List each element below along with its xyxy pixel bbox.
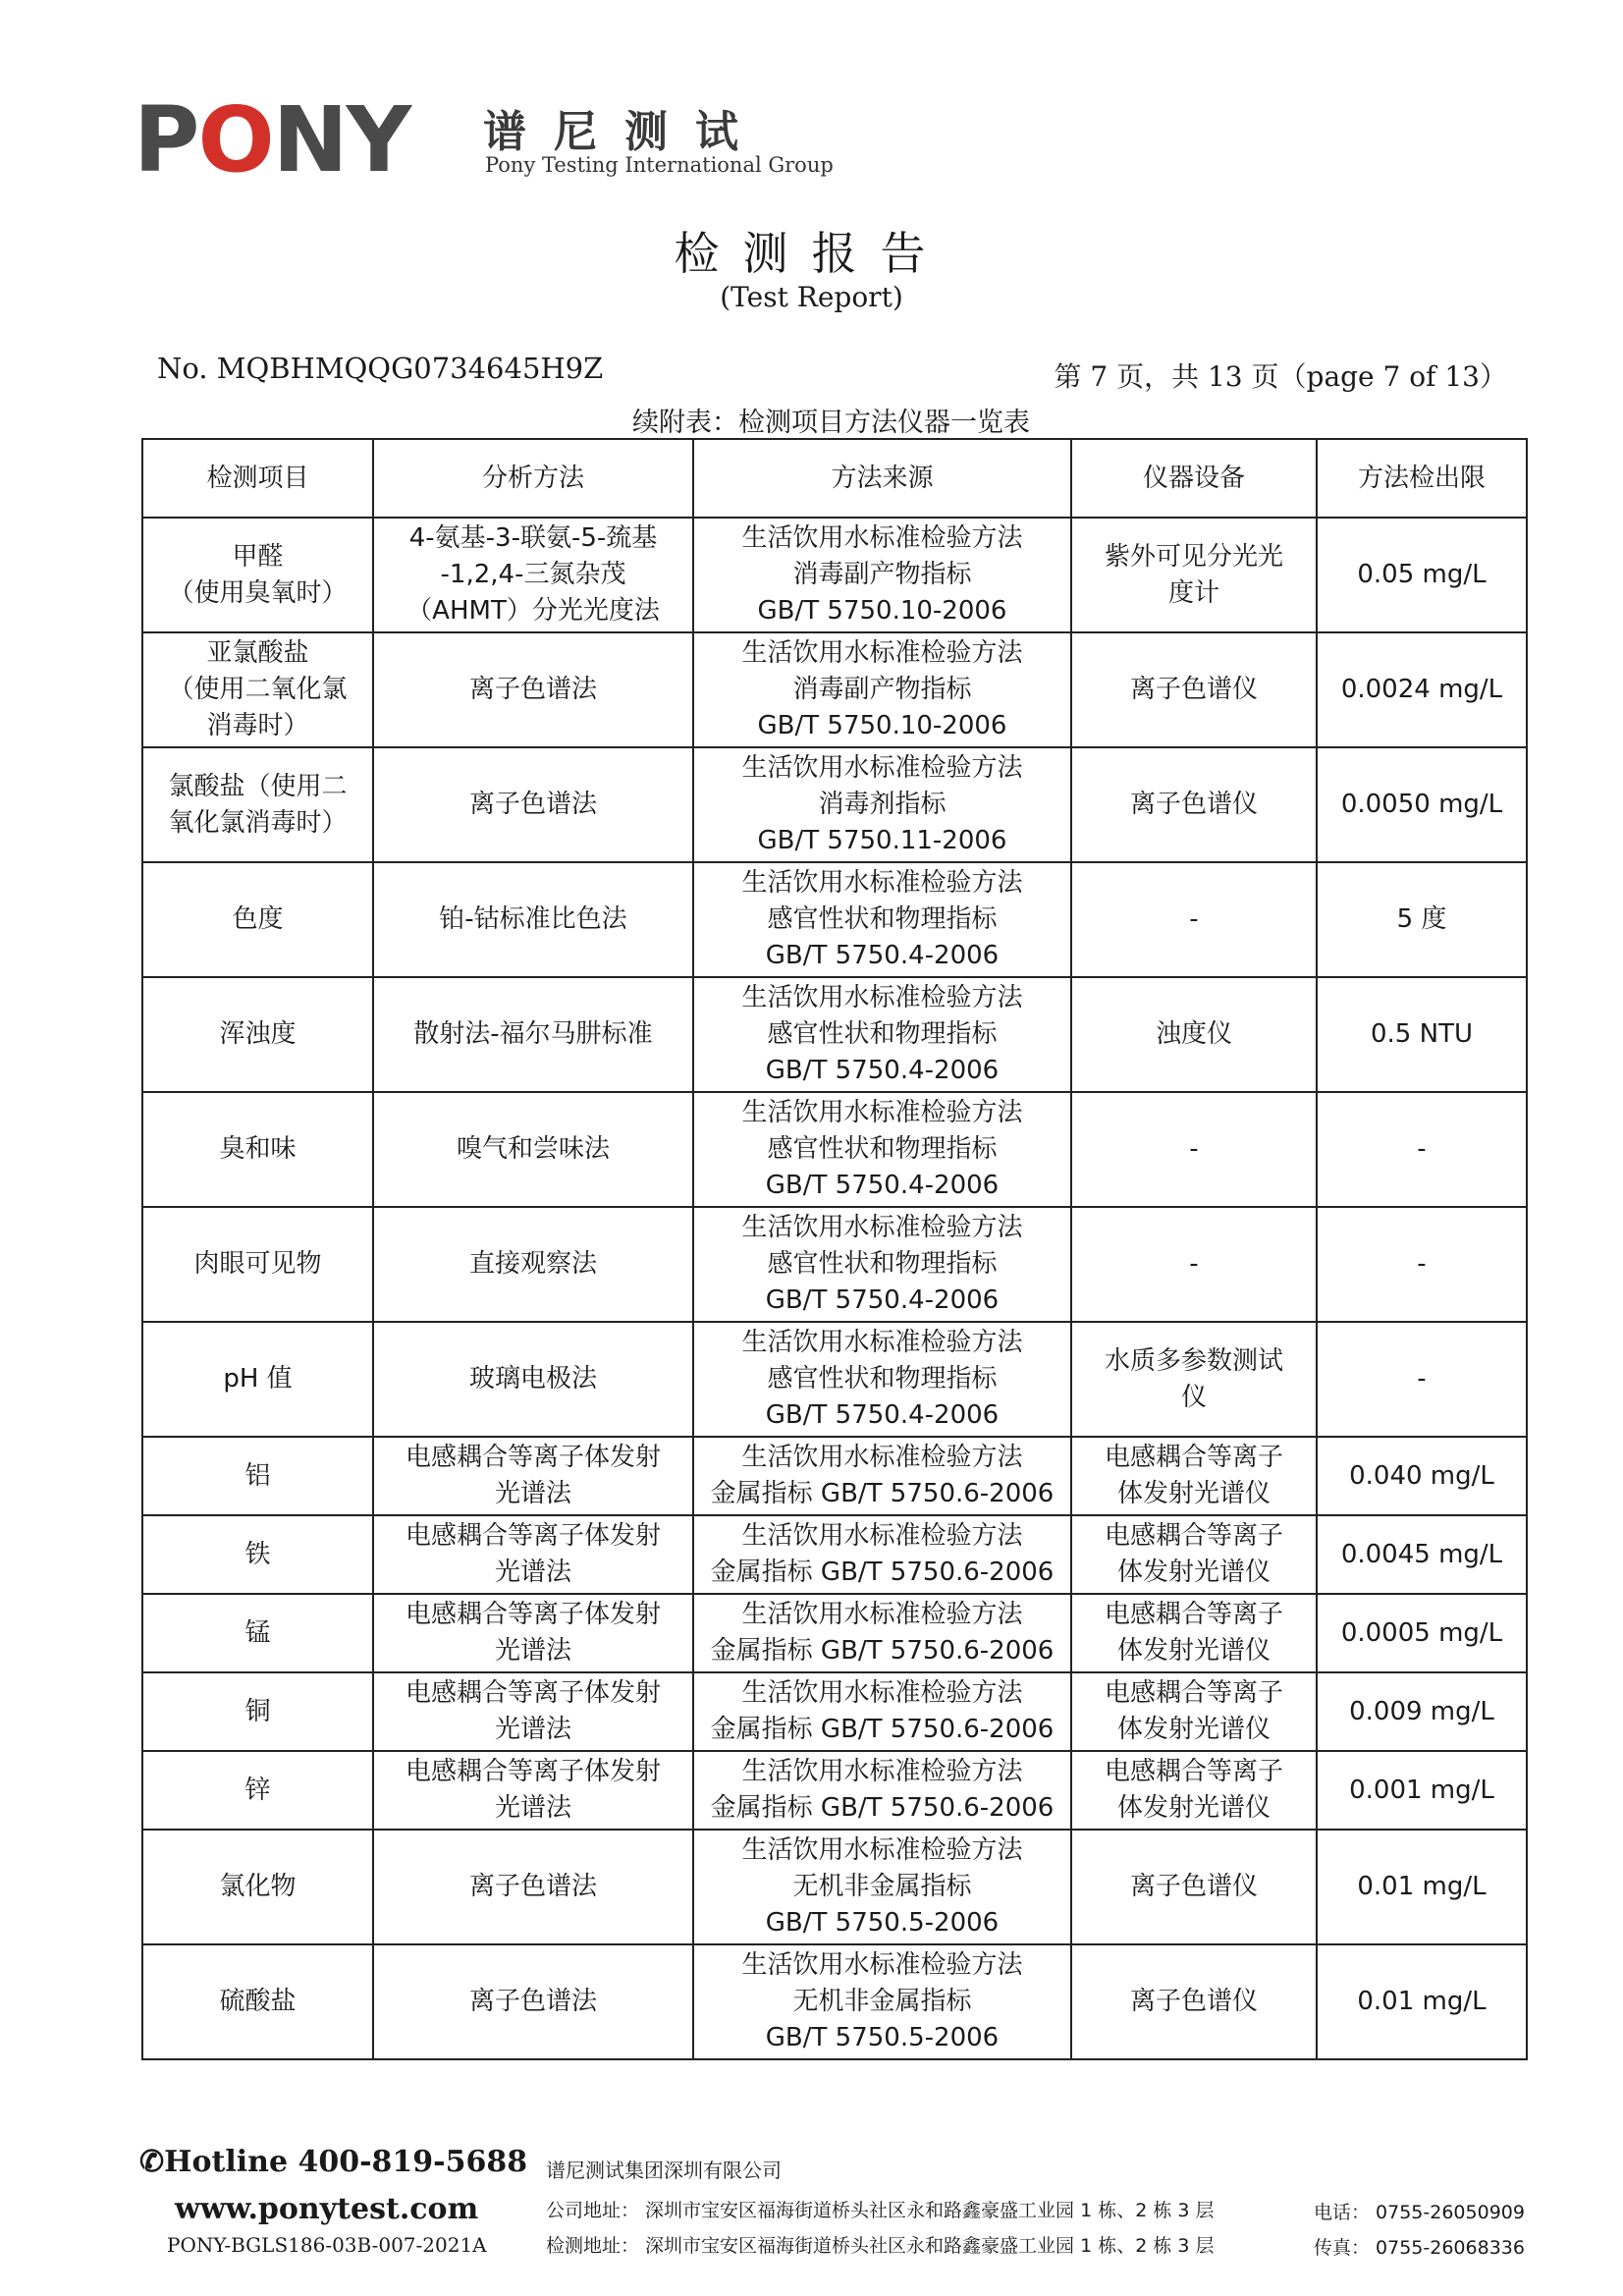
analysis-method-cell: 电感耦合等离子体发射 光谱法 xyxy=(373,1515,693,1594)
company-name: 谱尼测试集团深圳有限公司 xyxy=(546,2159,782,2182)
detection-limit-cell: 0.040 mg/L xyxy=(1317,1437,1527,1515)
method-instrument-table xyxy=(141,438,1528,2060)
analysis-method-cell: 离子色谱法 xyxy=(373,1830,693,1944)
instrument-cell: 离子色谱仪 xyxy=(1071,632,1317,747)
telephone: 电话： 0755-26050909 xyxy=(1314,2202,1525,2223)
detection-limit-cell: 0.0050 mg/L xyxy=(1317,747,1527,862)
method-source-cell: 生活饮用水标准检验方法 无机非金属指标 GB/T 5750.5-2006 xyxy=(693,1944,1071,2059)
method-source-cell: 生活饮用水标准检验方法 感官性状和物理指标 GB/T 5750.4-2006 xyxy=(693,1092,1071,1207)
instrument-cell: 电感耦合等离子 体发射光谱仪 xyxy=(1071,1515,1317,1594)
table-row xyxy=(142,1207,1527,1322)
table-row xyxy=(142,1092,1527,1207)
analysis-method-cell: 离子色谱法 xyxy=(373,747,693,862)
instrument-cell: 紫外可见分光光 度计 xyxy=(1071,518,1317,632)
column-header: 分析方法 xyxy=(373,439,693,518)
column-header: 方法来源 xyxy=(693,439,1071,518)
company-address: 公司地址： 深圳市宝安区福海街道桥头社区永和路鑫豪盛工业园 1 栋、2 栋 3 层 xyxy=(546,2200,1215,2221)
method-source-cell: 生活饮用水标准检验方法 消毒副产物指标 GB/T 5750.10-2006 xyxy=(693,632,1071,747)
detection-limit-cell: - xyxy=(1317,1092,1527,1207)
instrument-cell: 离子色谱仪 xyxy=(1071,1830,1317,1944)
method-source-cell: 生活饮用水标准检验方法 金属指标 GB/T 5750.6-2006 xyxy=(693,1437,1071,1515)
test-item-cell: 色度 xyxy=(142,862,373,977)
instrument-cell: 电感耦合等离子 体发射光谱仪 xyxy=(1071,1437,1317,1515)
method-source-cell: 生活饮用水标准检验方法 金属指标 GB/T 5750.6-2006 xyxy=(693,1594,1071,1672)
detection-limit-cell: 0.0005 mg/L xyxy=(1317,1594,1527,1672)
detection-limit-cell: 0.0024 mg/L xyxy=(1317,632,1527,747)
column-header: 仪器设备 xyxy=(1071,439,1317,518)
detection-limit-cell: 0.01 mg/L xyxy=(1317,1944,1527,2059)
test-item-cell: 铝 xyxy=(142,1437,373,1515)
method-source-cell: 生活饮用水标准检验方法 消毒副产物指标 GB/T 5750.10-2006 xyxy=(693,518,1071,632)
table-caption: 续附表：检测项目方法仪器一览表 xyxy=(632,408,1030,438)
method-source-cell: 生活饮用水标准检验方法 感官性状和物理指标 GB/T 5750.4-2006 xyxy=(693,1207,1071,1322)
test-item-cell: 铁 xyxy=(142,1515,373,1594)
detection-limit-cell: 0.01 mg/L xyxy=(1317,1830,1527,1944)
detection-limit-cell: 0.001 mg/L xyxy=(1317,1751,1527,1830)
analysis-method-cell: 电感耦合等离子体发射 光谱法 xyxy=(373,1594,693,1672)
test-item-cell: 臭和味 xyxy=(142,1092,373,1207)
table-row xyxy=(142,1322,1527,1437)
column-header: 方法检出限 xyxy=(1317,439,1527,518)
table-row xyxy=(142,1594,1527,1672)
table-row xyxy=(142,977,1527,1092)
instrument-cell: 浊度仪 xyxy=(1071,977,1317,1092)
analysis-method-cell: 嗅气和尝味法 xyxy=(373,1092,693,1207)
table-row xyxy=(142,1751,1527,1830)
detection-limit-cell: 0.05 mg/L xyxy=(1317,518,1527,632)
method-source-cell: 生活饮用水标准检验方法 感官性状和物理指标 GB/T 5750.4-2006 xyxy=(693,862,1071,977)
analysis-method-cell: 电感耦合等离子体发射 光谱法 xyxy=(373,1672,693,1751)
table-row xyxy=(142,518,1527,632)
table-row xyxy=(142,632,1527,747)
table-row xyxy=(142,1437,1527,1515)
test-item-cell: 亚氯酸盐 （使用二氧化氯 消毒时） xyxy=(142,632,373,747)
instrument-cell: 电感耦合等离子 体发射光谱仪 xyxy=(1071,1594,1317,1672)
column-header: 检测项目 xyxy=(142,439,373,518)
analysis-method-cell: 直接观察法 xyxy=(373,1207,693,1322)
instrument-cell: 离子色谱仪 xyxy=(1071,747,1317,862)
table-row xyxy=(142,1672,1527,1751)
detection-limit-cell: 0.5 NTU xyxy=(1317,977,1527,1092)
analysis-method-cell: 4-氨基-3-联氨-5-巯基 -1,2,4-三氮杂茂 （AHMT）分光光度法 xyxy=(373,518,693,632)
table-row xyxy=(142,1944,1527,2059)
pony-logo-icon: PONY xyxy=(134,87,410,192)
test-item-cell: 锰 xyxy=(142,1594,373,1672)
table-row xyxy=(142,1830,1527,1944)
document-code: PONY-BGLS186-03B-007-2021A xyxy=(167,2233,487,2257)
test-item-cell: 肉眼可见物 xyxy=(142,1207,373,1322)
method-source-cell: 生活饮用水标准检验方法 金属指标 GB/T 5750.6-2006 xyxy=(693,1672,1071,1751)
test-item-cell: 锌 xyxy=(142,1751,373,1830)
method-source-cell: 生活饮用水标准检验方法 消毒剂指标 GB/T 5750.11-2006 xyxy=(693,747,1071,862)
detection-limit-cell: 0.0045 mg/L xyxy=(1317,1515,1527,1594)
table-row xyxy=(142,1515,1527,1594)
report-number: No. MQBHMQQG0734645H9Z xyxy=(157,352,604,385)
test-item-cell: 甲醛 （使用臭氧时） xyxy=(142,518,373,632)
method-source-cell: 生活饮用水标准检验方法 感官性状和物理指标 GB/T 5750.4-2006 xyxy=(693,977,1071,1092)
website-link[interactable]: www.ponytest.com xyxy=(175,2192,479,2226)
table-row xyxy=(142,747,1527,862)
analysis-method-cell: 离子色谱法 xyxy=(373,632,693,747)
hotline: ✆Hotline 400-819-5688 xyxy=(139,2145,528,2179)
test-item-cell: pH 值 xyxy=(142,1322,373,1437)
fax: 传真： 0755-26068336 xyxy=(1314,2237,1525,2259)
analysis-method-cell: 电感耦合等离子体发射 光谱法 xyxy=(373,1437,693,1515)
test-item-cell: 铜 xyxy=(142,1672,373,1751)
analysis-method-cell: 电感耦合等离子体发射 光谱法 xyxy=(373,1751,693,1830)
detection-limit-cell: - xyxy=(1317,1207,1527,1322)
testing-address: 检测地址： 深圳市宝安区福海街道桥头社区永和路鑫豪盛工业园 1 栋、2 栋 3 层 xyxy=(546,2235,1215,2257)
method-source-cell: 生活饮用水标准检验方法 金属指标 GB/T 5750.6-2006 xyxy=(693,1515,1071,1594)
logo-english-name: Pony Testing International Group xyxy=(485,153,834,177)
detection-limit-cell: 0.009 mg/L xyxy=(1317,1672,1527,1751)
instrument-cell: 电感耦合等离子 体发射光谱仪 xyxy=(1071,1751,1317,1830)
page-indicator: 第 7 页，共 13 页（page 7 of 13） xyxy=(1054,360,1507,393)
analysis-method-cell: 散射法-福尔马肼标准 xyxy=(373,977,693,1092)
instrument-cell: - xyxy=(1071,1207,1317,1322)
phone-icon: ✆ xyxy=(139,2145,165,2179)
test-item-cell: 浑浊度 xyxy=(142,977,373,1092)
instrument-cell: 水质多参数测试 仪 xyxy=(1071,1322,1317,1437)
instrument-cell: 电感耦合等离子 体发射光谱仪 xyxy=(1071,1672,1317,1751)
detection-limit-cell: 5 度 xyxy=(1317,862,1527,977)
method-source-cell: 生活饮用水标准检验方法 无机非金属指标 GB/T 5750.5-2006 xyxy=(693,1830,1071,1944)
analysis-method-cell: 离子色谱法 xyxy=(373,1944,693,2059)
report-title: 检测报告 xyxy=(674,227,949,280)
report-subtitle: (Test Report) xyxy=(720,281,903,313)
analysis-method-cell: 铂-钴标准比色法 xyxy=(373,862,693,977)
test-item-cell: 氯酸盐（使用二 氧化氯消毒时） xyxy=(142,747,373,862)
table-header-row xyxy=(142,439,1527,518)
instrument-cell: - xyxy=(1071,862,1317,977)
company-logo xyxy=(134,87,840,192)
logo-chinese-name: 谱尼测试 xyxy=(483,107,766,157)
instrument-cell: - xyxy=(1071,1092,1317,1207)
detection-limit-cell: - xyxy=(1317,1322,1527,1437)
test-item-cell: 硫酸盐 xyxy=(142,1944,373,2059)
method-source-cell: 生活饮用水标准检验方法 金属指标 GB/T 5750.6-2006 xyxy=(693,1751,1071,1830)
method-source-cell: 生活饮用水标准检验方法 感官性状和物理指标 GB/T 5750.4-2006 xyxy=(693,1322,1071,1437)
analysis-method-cell: 玻璃电极法 xyxy=(373,1322,693,1437)
instrument-cell: 离子色谱仪 xyxy=(1071,1944,1317,2059)
test-item-cell: 氯化物 xyxy=(142,1830,373,1944)
table-row xyxy=(142,862,1527,977)
